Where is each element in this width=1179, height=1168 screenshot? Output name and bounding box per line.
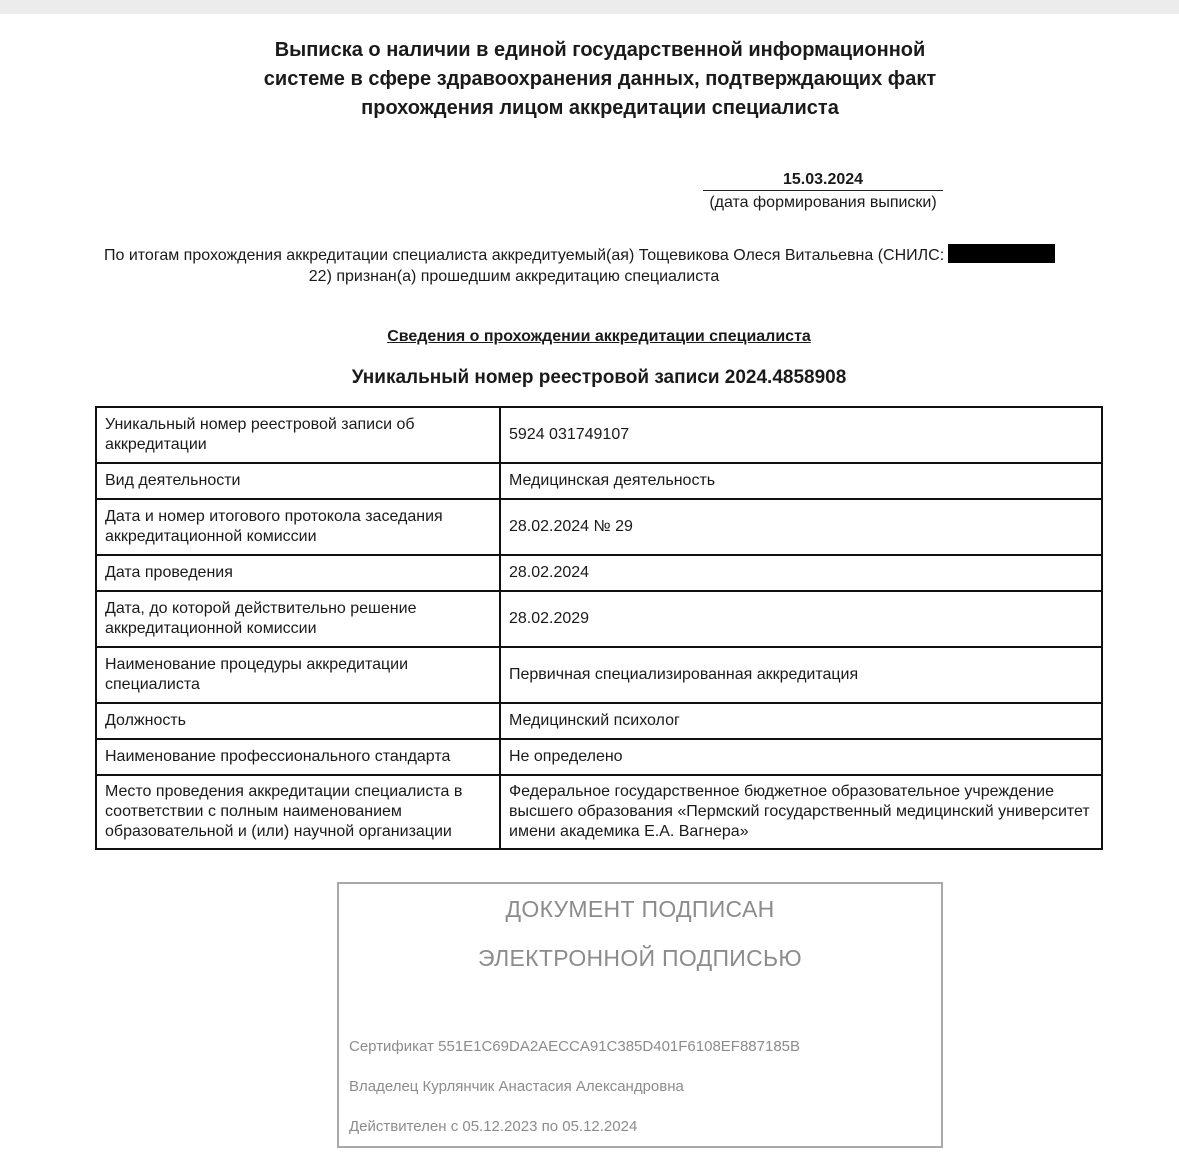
table-row xyxy=(96,591,1102,647)
table-row xyxy=(96,647,1102,703)
row-label: Дата проведения xyxy=(96,555,500,591)
formation-date-caption: (дата формирования выписки) xyxy=(709,194,937,211)
table-row xyxy=(96,775,1102,849)
result-line-1 xyxy=(104,244,1104,266)
row-value: 28.02.2024 xyxy=(500,555,1102,591)
stamp-certificate: Сертификат 551E1C69DA2AECCA91C385D401F6108EF887185B xyxy=(349,1038,801,1055)
row-value: 28.02.2029 xyxy=(500,591,1102,647)
title-line-3: прохождения лицом аккредитации специалиста xyxy=(361,97,839,119)
row-label: Наименование профессионального стандарта xyxy=(96,739,500,775)
table-row xyxy=(96,407,1102,463)
table-row xyxy=(96,703,1102,739)
table-row xyxy=(96,463,1102,499)
title-line-1: Выписка о наличии в единой государственной информационной xyxy=(274,39,926,61)
accreditation-table xyxy=(95,406,1103,850)
top-strip xyxy=(0,0,1179,14)
stamp-validity: Действителен с 05.12.2023 по 05.12.2024 xyxy=(349,1118,638,1135)
accreditation-result xyxy=(104,244,1104,287)
row-value: 5924 031749107 xyxy=(500,407,1102,463)
document-title xyxy=(180,36,1020,123)
row-label: Вид деятельности xyxy=(96,463,500,499)
table-row xyxy=(96,499,1102,555)
record-number-title: Уникальный номер реестровой записи 2024.4858908 xyxy=(351,367,847,388)
row-value: Не определено xyxy=(500,739,1102,775)
row-value: Медицинская деятельность xyxy=(500,463,1102,499)
stamp-line-1: ДОКУМЕНТ ПОДПИСАН xyxy=(505,896,775,922)
redacted-snils xyxy=(948,244,1055,263)
table-row xyxy=(96,739,1102,775)
row-label: Уникальный номер реестровой записи об аккредитации xyxy=(96,407,500,463)
row-value: Первичная специализированная аккредитация xyxy=(500,647,1102,703)
row-label: Должность xyxy=(96,703,500,739)
row-label: Место проведения аккредитации специалиста в соответствии с полным наименованием образовательной и (или) научной организации xyxy=(96,775,500,849)
title-line-2: системе в сфере здравоохранения данных, подтверждающих факт xyxy=(263,68,937,90)
section-title: Сведения о прохождении аккредитации специалиста xyxy=(387,328,811,345)
electronic-signature-stamp xyxy=(337,882,943,1148)
row-value: 28.02.2024 № 29 xyxy=(500,499,1102,555)
row-label: Дата, до которой действительно решение аккредитационной комиссии xyxy=(96,591,500,647)
row-value: Федеральное государственное бюджетное образовательное учреждение высшего образования «Пермский государственный медицинский университет имени академика Е.А. Вагнера» xyxy=(500,775,1102,849)
stamp-owner: Владелец Курлянчик Анастасия Александровна xyxy=(349,1078,684,1095)
date-block xyxy=(703,170,943,214)
result-line-2: 22) признан(а) прошедшим аккредитацию специалиста xyxy=(308,268,720,285)
table-row xyxy=(96,555,1102,591)
result-text-1: По итогам прохождения аккредитации специалиста аккредитуемый(ая) Тощевикова Олеся Витальевна (СНИЛС: xyxy=(104,247,945,264)
stamp-line-2: ЭЛЕКТРОННОЙ ПОДПИСЬЮ xyxy=(478,945,802,971)
formation-date: 15.03.2024 xyxy=(703,170,943,191)
row-value: Медицинский психолог xyxy=(500,703,1102,739)
row-label: Дата и номер итогового протокола заседания аккредитационной комиссии xyxy=(96,499,500,555)
row-label: Наименование процедуры аккредитации специалиста xyxy=(96,647,500,703)
